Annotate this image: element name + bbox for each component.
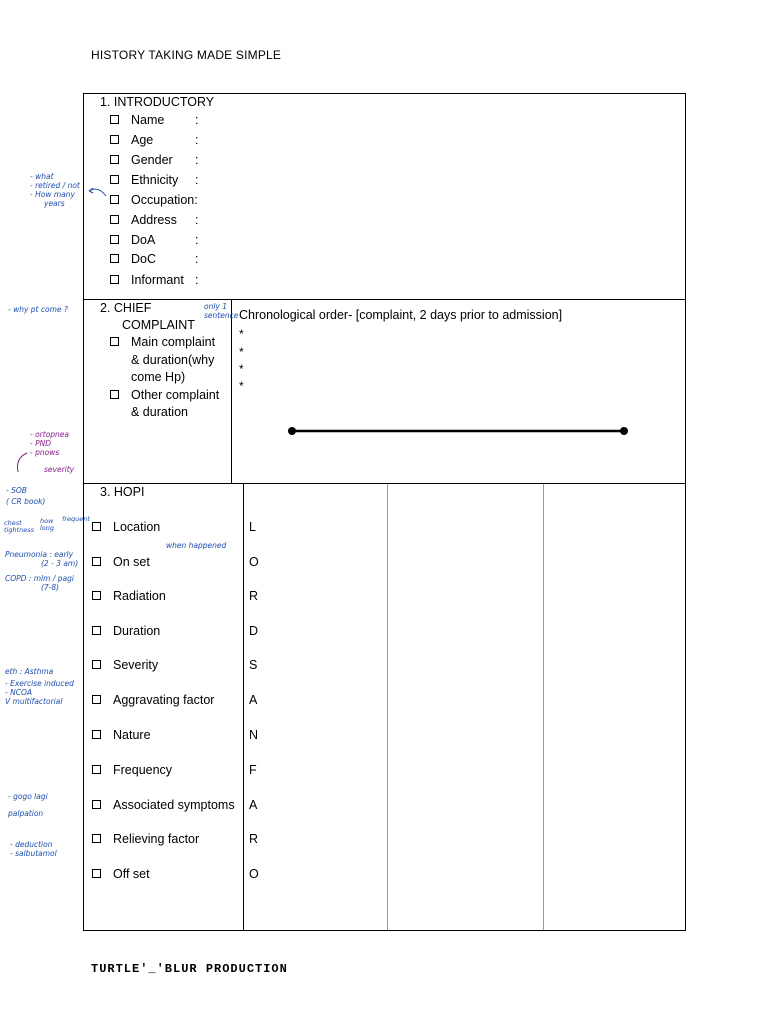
- document-title: HISTORY TAKING MADE SIMPLE: [91, 48, 282, 62]
- hopi-column-divider: [243, 483, 244, 931]
- hopi-item-relieving: Relieving factor: [92, 832, 199, 846]
- section-divider-1: [83, 299, 686, 300]
- checkbox[interactable]: [110, 254, 119, 263]
- checkbox[interactable]: [92, 834, 101, 843]
- checkbox[interactable]: [92, 869, 101, 878]
- checkbox[interactable]: [110, 155, 119, 164]
- intro-colon: :: [195, 233, 199, 247]
- hopi-item-frequency: Frequency: [92, 763, 172, 777]
- checkbox[interactable]: [110, 195, 119, 204]
- checkbox[interactable]: [92, 695, 101, 704]
- handnote-chest-tightness: chest tightness: [4, 519, 35, 534]
- intro-item-informant: Informant: [110, 273, 184, 287]
- socrates-letter: R: [249, 589, 259, 603]
- bullet-star: *: [239, 379, 244, 393]
- chief-complaint-other: Other complaint: [110, 388, 219, 402]
- chief-complaint-other-line2: & duration: [131, 405, 188, 419]
- checkbox[interactable]: [92, 730, 101, 739]
- intro-colon: :: [195, 213, 199, 227]
- socrates-letter: L: [249, 520, 256, 534]
- intro-colon: :: [195, 273, 199, 287]
- hopi-item-severity: Severity: [92, 658, 158, 672]
- chief-complaint-main-line2: & duration(why: [131, 353, 215, 367]
- chief-complaint-main: Main complaint: [110, 335, 215, 349]
- bullet-star: *: [239, 362, 244, 376]
- bullet-star: *: [239, 327, 244, 341]
- checkbox[interactable]: [110, 337, 119, 346]
- hopi-item-location: Location: [92, 520, 160, 534]
- table-border-right: [685, 93, 686, 931]
- hopi-item-aggravating: Aggravating factor: [92, 693, 214, 707]
- intro-colon: :: [195, 173, 199, 187]
- checkbox[interactable]: [92, 626, 101, 635]
- intro-item-address: Address: [110, 213, 177, 227]
- chief-complaint-column-divider: [231, 299, 232, 483]
- chief-complaint-main-line3: come Hp): [131, 370, 186, 384]
- socrates-letter: A: [249, 693, 258, 707]
- section-2-heading: 2. CHIEF: [100, 301, 152, 315]
- intro-item-gender: Gender: [110, 153, 173, 167]
- checkbox[interactable]: [92, 800, 101, 809]
- hopi-item-nature: Nature: [92, 728, 151, 742]
- socrates-letter: O: [249, 555, 259, 569]
- checkbox[interactable]: [92, 557, 101, 566]
- hopi-grid-line-1: [387, 484, 388, 930]
- chronological-order-text: Chronological order- [complaint, 2 days prior to admission]: [239, 308, 563, 322]
- checkbox[interactable]: [110, 390, 119, 399]
- intro-item-age: Age: [110, 133, 153, 147]
- handnote-only-sentence: only 1 sentence: [204, 302, 239, 320]
- table-border-bottom: [83, 930, 686, 931]
- bullet-star: *: [239, 345, 244, 359]
- checkbox[interactable]: [110, 275, 119, 284]
- handnote-frequent: frequent: [62, 515, 90, 523]
- checkbox[interactable]: [92, 765, 101, 774]
- handnote-onset: when happened: [166, 541, 227, 550]
- intro-colon: :: [195, 113, 199, 127]
- section-2-heading-line2: COMPLAINT: [122, 318, 195, 332]
- checkbox[interactable]: [92, 522, 101, 531]
- checkbox[interactable]: [92, 591, 101, 600]
- table-border-top: [83, 93, 686, 94]
- socrates-letter: A: [249, 798, 258, 812]
- socrates-letter: S: [249, 658, 258, 672]
- footer-production: TURTLE'_'BLUR PRODUCTION: [91, 962, 288, 976]
- checkbox[interactable]: [110, 175, 119, 184]
- hopi-item-duration: Duration: [92, 624, 160, 638]
- socrates-letter: D: [249, 624, 259, 638]
- handnote-sob: - SOB ( CR book): [6, 486, 46, 506]
- handnote-orthopnea: - ortopnea - PND - pnows severity: [30, 430, 75, 474]
- handnote-arrow: [14, 448, 30, 474]
- hopi-item-associated: Associated symptoms: [92, 798, 235, 812]
- handnote-relieving: - deduction - salbutamol: [10, 840, 57, 858]
- section-3-heading: 3. HOPI: [100, 485, 145, 499]
- socrates-letter: R: [249, 832, 259, 846]
- intro-item-doa: DoA: [110, 233, 155, 247]
- handnote-aggravating: eth : Asthma - Exercise induced - NCOA V multifactorial: [5, 667, 74, 706]
- handnote-why: - why pt come ?: [8, 305, 68, 314]
- handnote-associated: - gogo lagi palpation: [8, 792, 48, 818]
- timeline-line: [285, 424, 631, 438]
- handnote-how-long: how long: [40, 517, 55, 532]
- checkbox[interactable]: [110, 135, 119, 144]
- socrates-letter: O: [249, 867, 259, 881]
- hopi-grid-line-2: [543, 484, 544, 930]
- hopi-item-offset: Off set: [92, 867, 150, 881]
- hopi-item-onset: On set: [92, 555, 150, 569]
- table-border-left: [83, 93, 84, 931]
- checkbox[interactable]: [92, 660, 101, 669]
- handnote-pneumonia: Pneumonia : early (2 - 3 am) COPD : mlm / pagi (7-8): [5, 550, 79, 592]
- hopi-item-radiation: Radiation: [92, 589, 166, 603]
- intro-colon: :: [195, 153, 199, 167]
- socrates-letter: F: [249, 763, 257, 777]
- intro-item-occupation: Occupation:: [110, 193, 198, 207]
- intro-colon: :: [195, 133, 199, 147]
- section-1-heading: 1. INTRODUCTORY: [100, 95, 215, 109]
- section-divider-2: [83, 483, 686, 484]
- checkbox[interactable]: [110, 215, 119, 224]
- handnote-arrow: [86, 185, 108, 199]
- checkbox[interactable]: [110, 235, 119, 244]
- intro-item-ethnicity: Ethnicity: [110, 173, 178, 187]
- intro-item-name: Name: [110, 113, 164, 127]
- intro-colon: :: [195, 252, 199, 266]
- handnote-intro: - what - retired / not - How many years: [30, 172, 80, 208]
- intro-item-doc: DoC: [110, 252, 156, 266]
- checkbox[interactable]: [110, 115, 119, 124]
- socrates-letter: N: [249, 728, 259, 742]
